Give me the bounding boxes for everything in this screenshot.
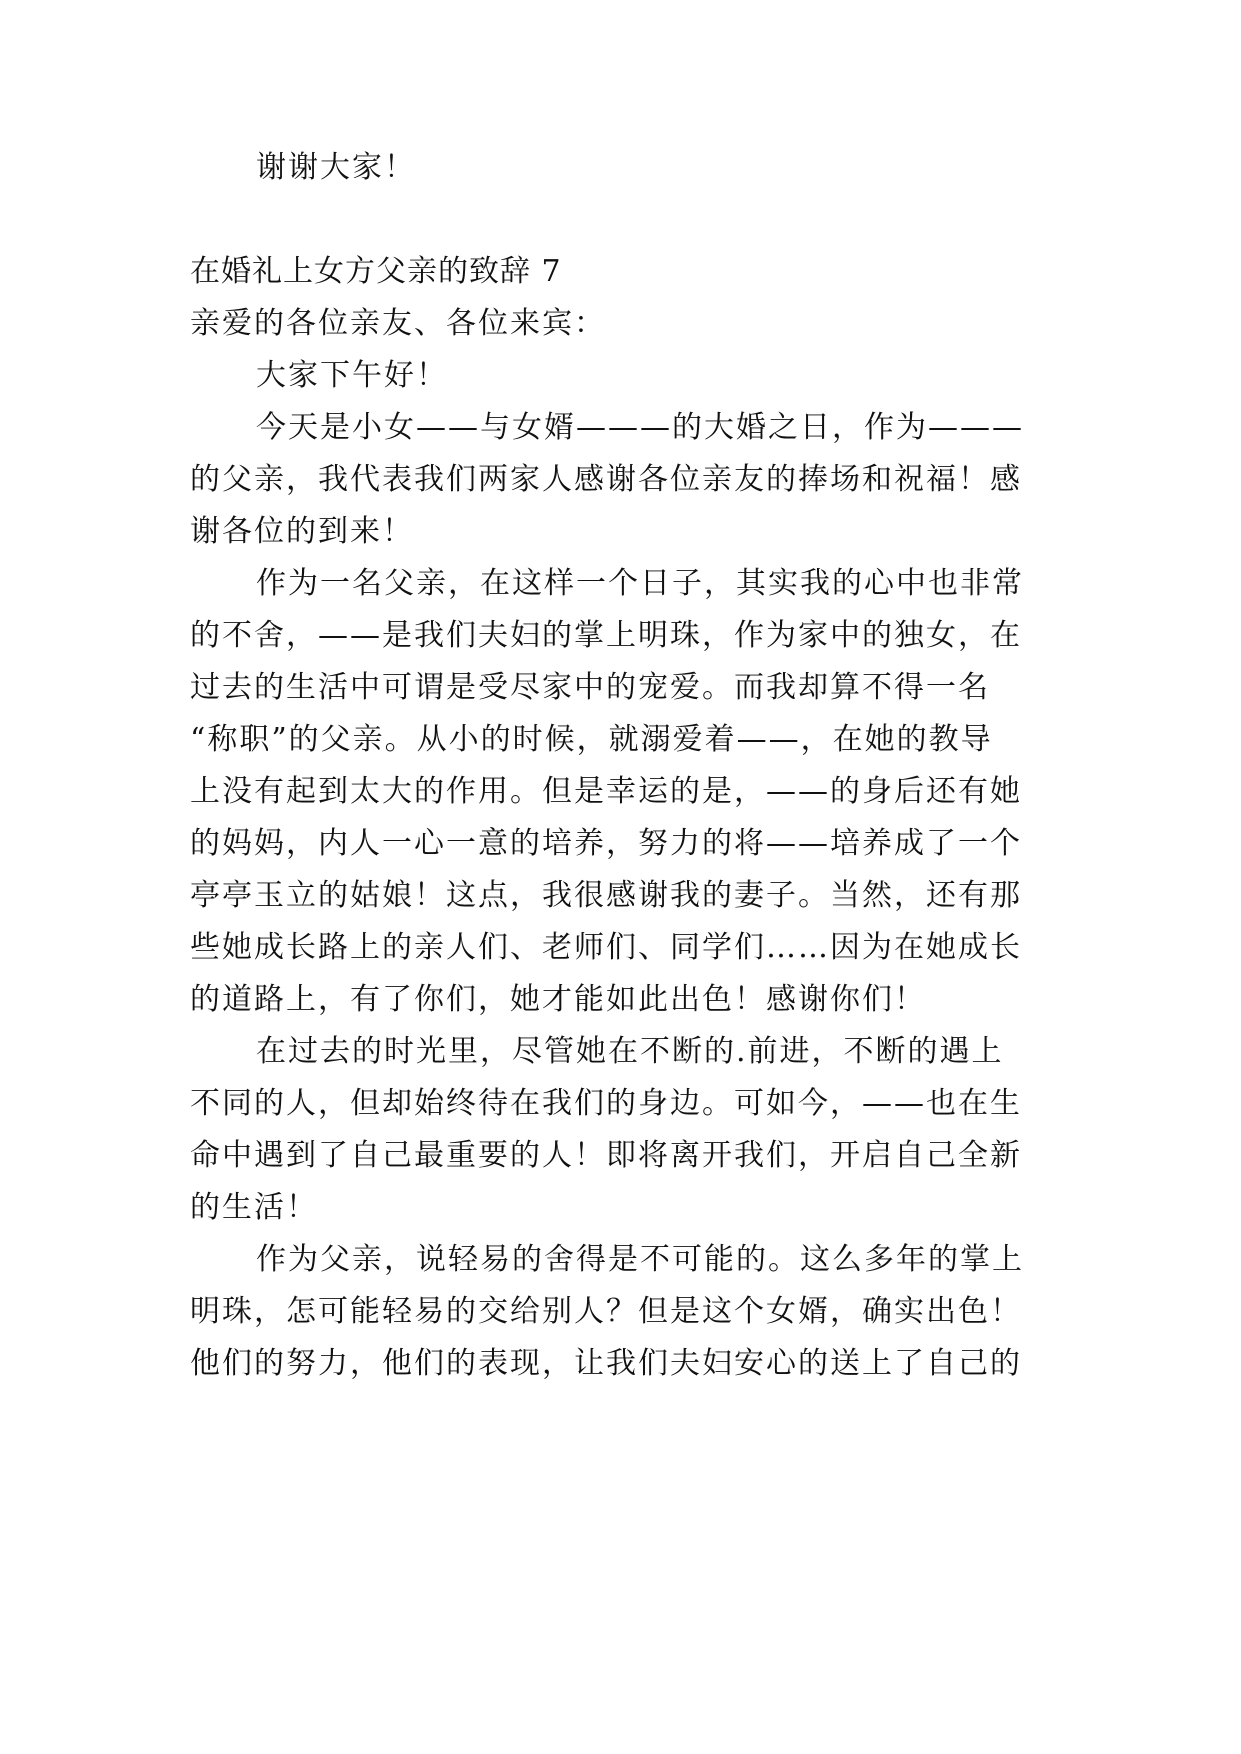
paragraph-line: 在过去的时光里，尽管她在不断的.前进，不断的遇上 [256, 1034, 1004, 1069]
paragraph-line: 的不舍，——是我们夫妇的掌上明珠，作为家中的独女，在 [190, 618, 1022, 653]
paragraph-line: 的道路上，有了你们，她才能如此出色！感谢你们！ [190, 982, 926, 1017]
paragraph-line: 命中遇到了自己最重要的人！即将离开我们，开启自己全新 [190, 1138, 1022, 1173]
paragraph-line: 作为一名父亲，在这样一个日子，其实我的心中也非常 [256, 566, 1024, 601]
paragraph-line: 的生活！ [190, 1190, 318, 1225]
section-title: 在婚礼上女方父亲的致辞 7 [190, 254, 562, 289]
greeting-line: 大家下午好！ [256, 358, 448, 393]
paragraph-line: 作为父亲，说轻易的舍得是不可能的。这么多年的掌上 [256, 1242, 1024, 1277]
paragraph-line: 些她成长路上的亲人们、老师们、同学们……因为在她成长 [190, 930, 1022, 965]
paragraph-line: 亭亭玉立的姑娘！这点，我很感谢我的妻子。当然，还有那 [190, 878, 1022, 913]
paragraph-line: 的父亲，我代表我们两家人感谢各位亲友的捧场和祝福！感 [190, 462, 1022, 497]
paragraph-line: 不同的人，但却始终待在我们的身边。可如今，——也在生 [190, 1086, 1022, 1121]
salutation-line: 亲爱的各位亲友、各位来宾： [190, 306, 606, 341]
paragraph-line: 的妈妈，内人一心一意的培养，努力的将——培养成了一个 [190, 826, 1022, 861]
paragraph-line: 过去的生活中可谓是受尽家中的宠爱。而我却算不得一名 [190, 670, 990, 705]
paragraph-line: 今天是小女——与女婿———的大婚之日，作为——— [256, 410, 1024, 445]
paragraph-line: 明珠，怎可能轻易的交给别人？但是这个女婿，确实出色！ [190, 1294, 1022, 1329]
closing-line: 谢谢大家！ [256, 150, 416, 185]
paragraph-line: 谢各位的到来！ [190, 514, 414, 549]
paragraph-line: “称职”的父亲。从小的时候，就溺爱着——，在她的教导 [190, 722, 993, 757]
paragraph-line: 上没有起到太大的作用。但是幸运的是，——的身后还有她 [190, 774, 1022, 809]
paragraph-line: 他们的努力，他们的表现，让我们夫妇安心的送上了自己的 [190, 1346, 1022, 1381]
